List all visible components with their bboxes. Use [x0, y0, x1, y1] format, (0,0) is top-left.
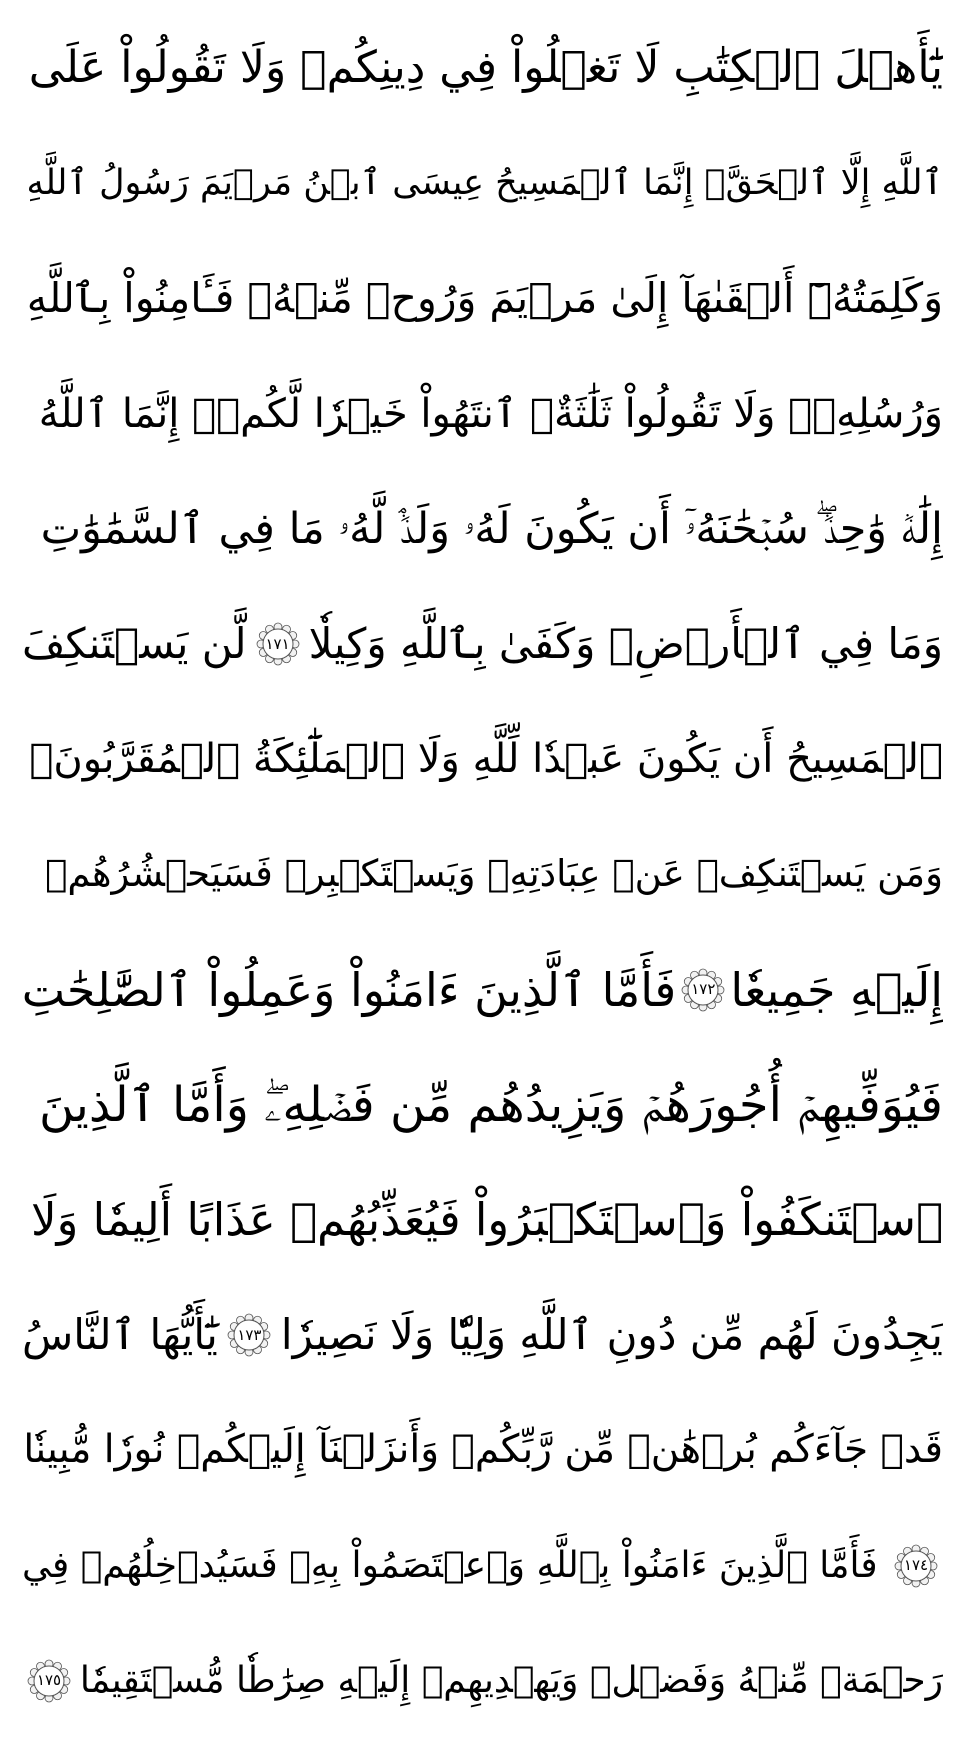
- verse-line: [22, 1631, 943, 1731]
- verse-text: ٱسۡتَنكَفُواْ وَٱسۡتَكۡبَرُواْ فَيُعَذِّبُهُمۡ عَذَابًا أَلِيمٗا وَلَا: [30, 1193, 943, 1247]
- verse-text: يَٰٓأَهۡلَ ٱلۡكِتَٰبِ لَا تَغۡلُواْ فِي دِينِكُمۡ وَلَا تَقُولُواْ عَلَى: [28, 42, 943, 93]
- ayah-number: ١٧٢: [691, 980, 716, 999]
- verse-text: فَأَمَّا ٱلَّذِينَ ءَامَنُواْ وَعَمِلُواْ ٱلصَّٰلِحَٰتِ: [22, 962, 677, 1017]
- ayah-number-marker: [255, 621, 301, 667]
- verse-line: [22, 479, 943, 579]
- verse-line: [22, 709, 943, 809]
- verse-line: [22, 1400, 943, 1500]
- verse-line: [22, 133, 943, 233]
- verse-text: فَأَمَّا ٱلَّذِينَ ءَامَنُواْ بِٱللَّهِ وَٱعۡتَصَمُواْ بِهِۦ فَسَيُدۡخِلُهُمۡ فِي: [22, 1544, 878, 1586]
- ayah-number-marker: [893, 1543, 939, 1589]
- verse-line: [22, 1516, 943, 1616]
- verse-text: رَحۡمَةٖ مِّنۡهُ وَفَضۡلٖ وَيَهۡدِيهِمۡ إِلَيۡهِ صِرَٰطٗا مُّسۡتَقِيمٗا: [79, 1659, 943, 1701]
- verse-text: قَدۡ جَآءَكُم بُرۡهَٰنٞ مِّن رَّبِّكُمۡ وَأَنزَلۡنَآ إِلَيۡكُمۡ نُورٗا مُّبِينٗا: [23, 1427, 943, 1473]
- ayah-number-marker: [226, 1312, 272, 1358]
- verse-text: وَرُسُلِهِۦۖ وَلَا تَقُولُواْ ثَلَٰثَةٌۚ ٱنتَهُواْ خَيۡرٗا لَّكُمۡۚ إِنَّمَا ٱللَّهُ: [38, 390, 943, 437]
- ayah-number: ١٧٣: [237, 1325, 262, 1344]
- verse-text: ٱللَّهِ إِلَّا ٱلۡحَقَّۚ إِنَّمَا ٱلۡمَسِيحُ عِيسَى ٱبۡنُ مَرۡيَمَ رَسُولُ ٱللَّهِ: [26, 163, 943, 204]
- ayah-number-marker: [26, 1658, 72, 1704]
- verse-lines: [22, 18, 943, 1731]
- verse-text: يَٰٓأَيُّهَا ٱلنَّاسُ: [22, 1310, 218, 1360]
- verse-line: [22, 1170, 943, 1270]
- verse-text: فَيُوَفِّيهِمۡ أُجُورَهُمۡ وَيَزِيدُهُم مِّن فَضۡلِهِۦۖ وَأَمَّا ٱلَّذِينَ: [38, 1076, 943, 1133]
- verse-line: [22, 594, 943, 694]
- ayah-number-marker: [680, 967, 726, 1013]
- verse-text: وَمَن يَسۡتَنكِفۡ عَنۡ عِبَادَتِهِۦ وَيَسۡتَكۡبِرۡ فَسَيَحۡشُرُهُمۡ: [45, 852, 943, 896]
- verse-text: إِلَٰهٞ وَٰحِدٞۖ سُبۡحَٰنَهُۥٓ أَن يَكُونَ لَهُۥ وَلَدٞۘ لَّهُۥ مَا فِي ٱلسَّمَٰوَٰتِ: [40, 503, 943, 554]
- verse-text: إِلَيۡهِ جَمِيعٗا: [730, 962, 943, 1017]
- ayah-number: ١٧٥: [36, 1671, 62, 1690]
- verse-text: وَكَلِمَتُهُۥٓ أَلۡقَىٰهَآ إِلَىٰ مَرۡيَمَ وَرُوحٞ مِّنۡهُۖ فَـَٔامِنُواْ بِٱللَّهِ: [26, 274, 943, 323]
- verse-line: [22, 1055, 943, 1155]
- verse-line: [22, 18, 943, 118]
- verse-text: وَمَا فِي ٱلۡأَرۡضِۗ وَكَفَىٰ بِٱللَّهِ وَكِيلٗا: [308, 619, 943, 669]
- ayah-number: ١٧١: [265, 634, 290, 653]
- verse-line: [22, 940, 943, 1040]
- verse-text: يَجِدُونَ لَهُم مِّن دُونِ ٱللَّهِ وَلِيّٗا وَلَا نَصِيرٗا: [280, 1310, 943, 1360]
- ayah-number: ١٧٤: [903, 1556, 929, 1575]
- verse-text: لَّن يَسۡتَنكِفَ: [22, 619, 247, 669]
- verse-line: [22, 824, 943, 924]
- verse-line: [22, 364, 943, 464]
- verse-line: [22, 1285, 943, 1385]
- verse-line: [22, 248, 943, 348]
- verse-text: ٱلۡمَسِيحُ أَن يَكُونَ عَبۡدٗا لِّلَّهِ وَلَا ٱلۡمَلَٰٓئِكَةُ ٱلۡمُقَرَّبُونَۚ: [29, 736, 943, 783]
